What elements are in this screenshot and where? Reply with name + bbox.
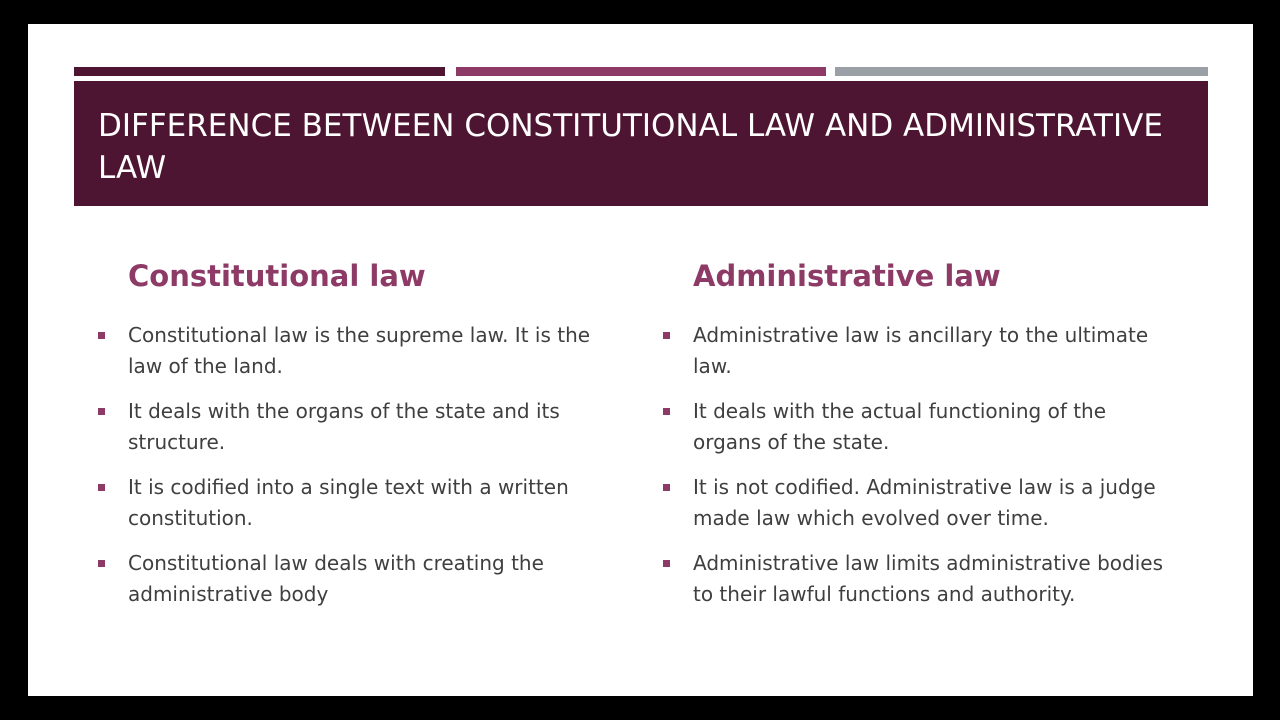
- bullet-text: Administrative law is ancillary to the ultimate law.: [693, 323, 1149, 378]
- administrative-law-column: [663, 256, 1163, 624]
- column-heading: Administrative law: [693, 259, 1001, 293]
- square-bullet-icon: [663, 408, 670, 415]
- bullet-text: It is codified into a single text with a written constitution.: [128, 475, 569, 530]
- bullet-item: [663, 320, 1163, 382]
- title-band: [74, 81, 1208, 206]
- square-bullet-icon: [663, 484, 670, 491]
- bullet-item: [98, 548, 598, 610]
- slide: [28, 24, 1253, 696]
- bullet-item: [663, 396, 1163, 458]
- bullet-item: [98, 396, 598, 458]
- bullet-text: Administrative law limits administrative bodies to their lawful functions and authority.: [693, 551, 1163, 606]
- bullet-item: [98, 472, 598, 534]
- accent-bar-gray: [835, 67, 1208, 76]
- bullet-text: Constitutional law deals with creating the administrative body: [128, 551, 544, 606]
- slide-title: DIFFERENCE BETWEEN CONSTITUTIONAL LAW AND ADMINISTRATIVE LAW: [98, 108, 1163, 186]
- square-bullet-icon: [663, 332, 670, 339]
- bullet-item: [663, 548, 1163, 610]
- square-bullet-icon: [98, 484, 105, 491]
- bullet-item: [98, 320, 598, 382]
- column-heading: Constitutional law: [128, 259, 426, 293]
- bullet-text: It is not codified. Administrative law is a judge made law which evolved over time.: [693, 475, 1156, 530]
- bullet-text: It deals with the actual functioning of the organs of the state.: [693, 399, 1107, 454]
- square-bullet-icon: [663, 560, 670, 567]
- square-bullet-icon: [98, 560, 105, 567]
- bullet-list: [663, 320, 1163, 610]
- bullet-item: [663, 472, 1163, 534]
- square-bullet-icon: [98, 332, 105, 339]
- bullet-text: It deals with the organs of the state and its structure.: [128, 399, 560, 454]
- accent-bar-dark: [74, 67, 445, 76]
- bullet-list: [98, 320, 598, 610]
- square-bullet-icon: [98, 408, 105, 415]
- bullet-text: Constitutional law is the supreme law. It is the law of the land.: [128, 323, 591, 378]
- accent-bar-mid: [456, 67, 826, 76]
- constitutional-law-column: [98, 256, 598, 624]
